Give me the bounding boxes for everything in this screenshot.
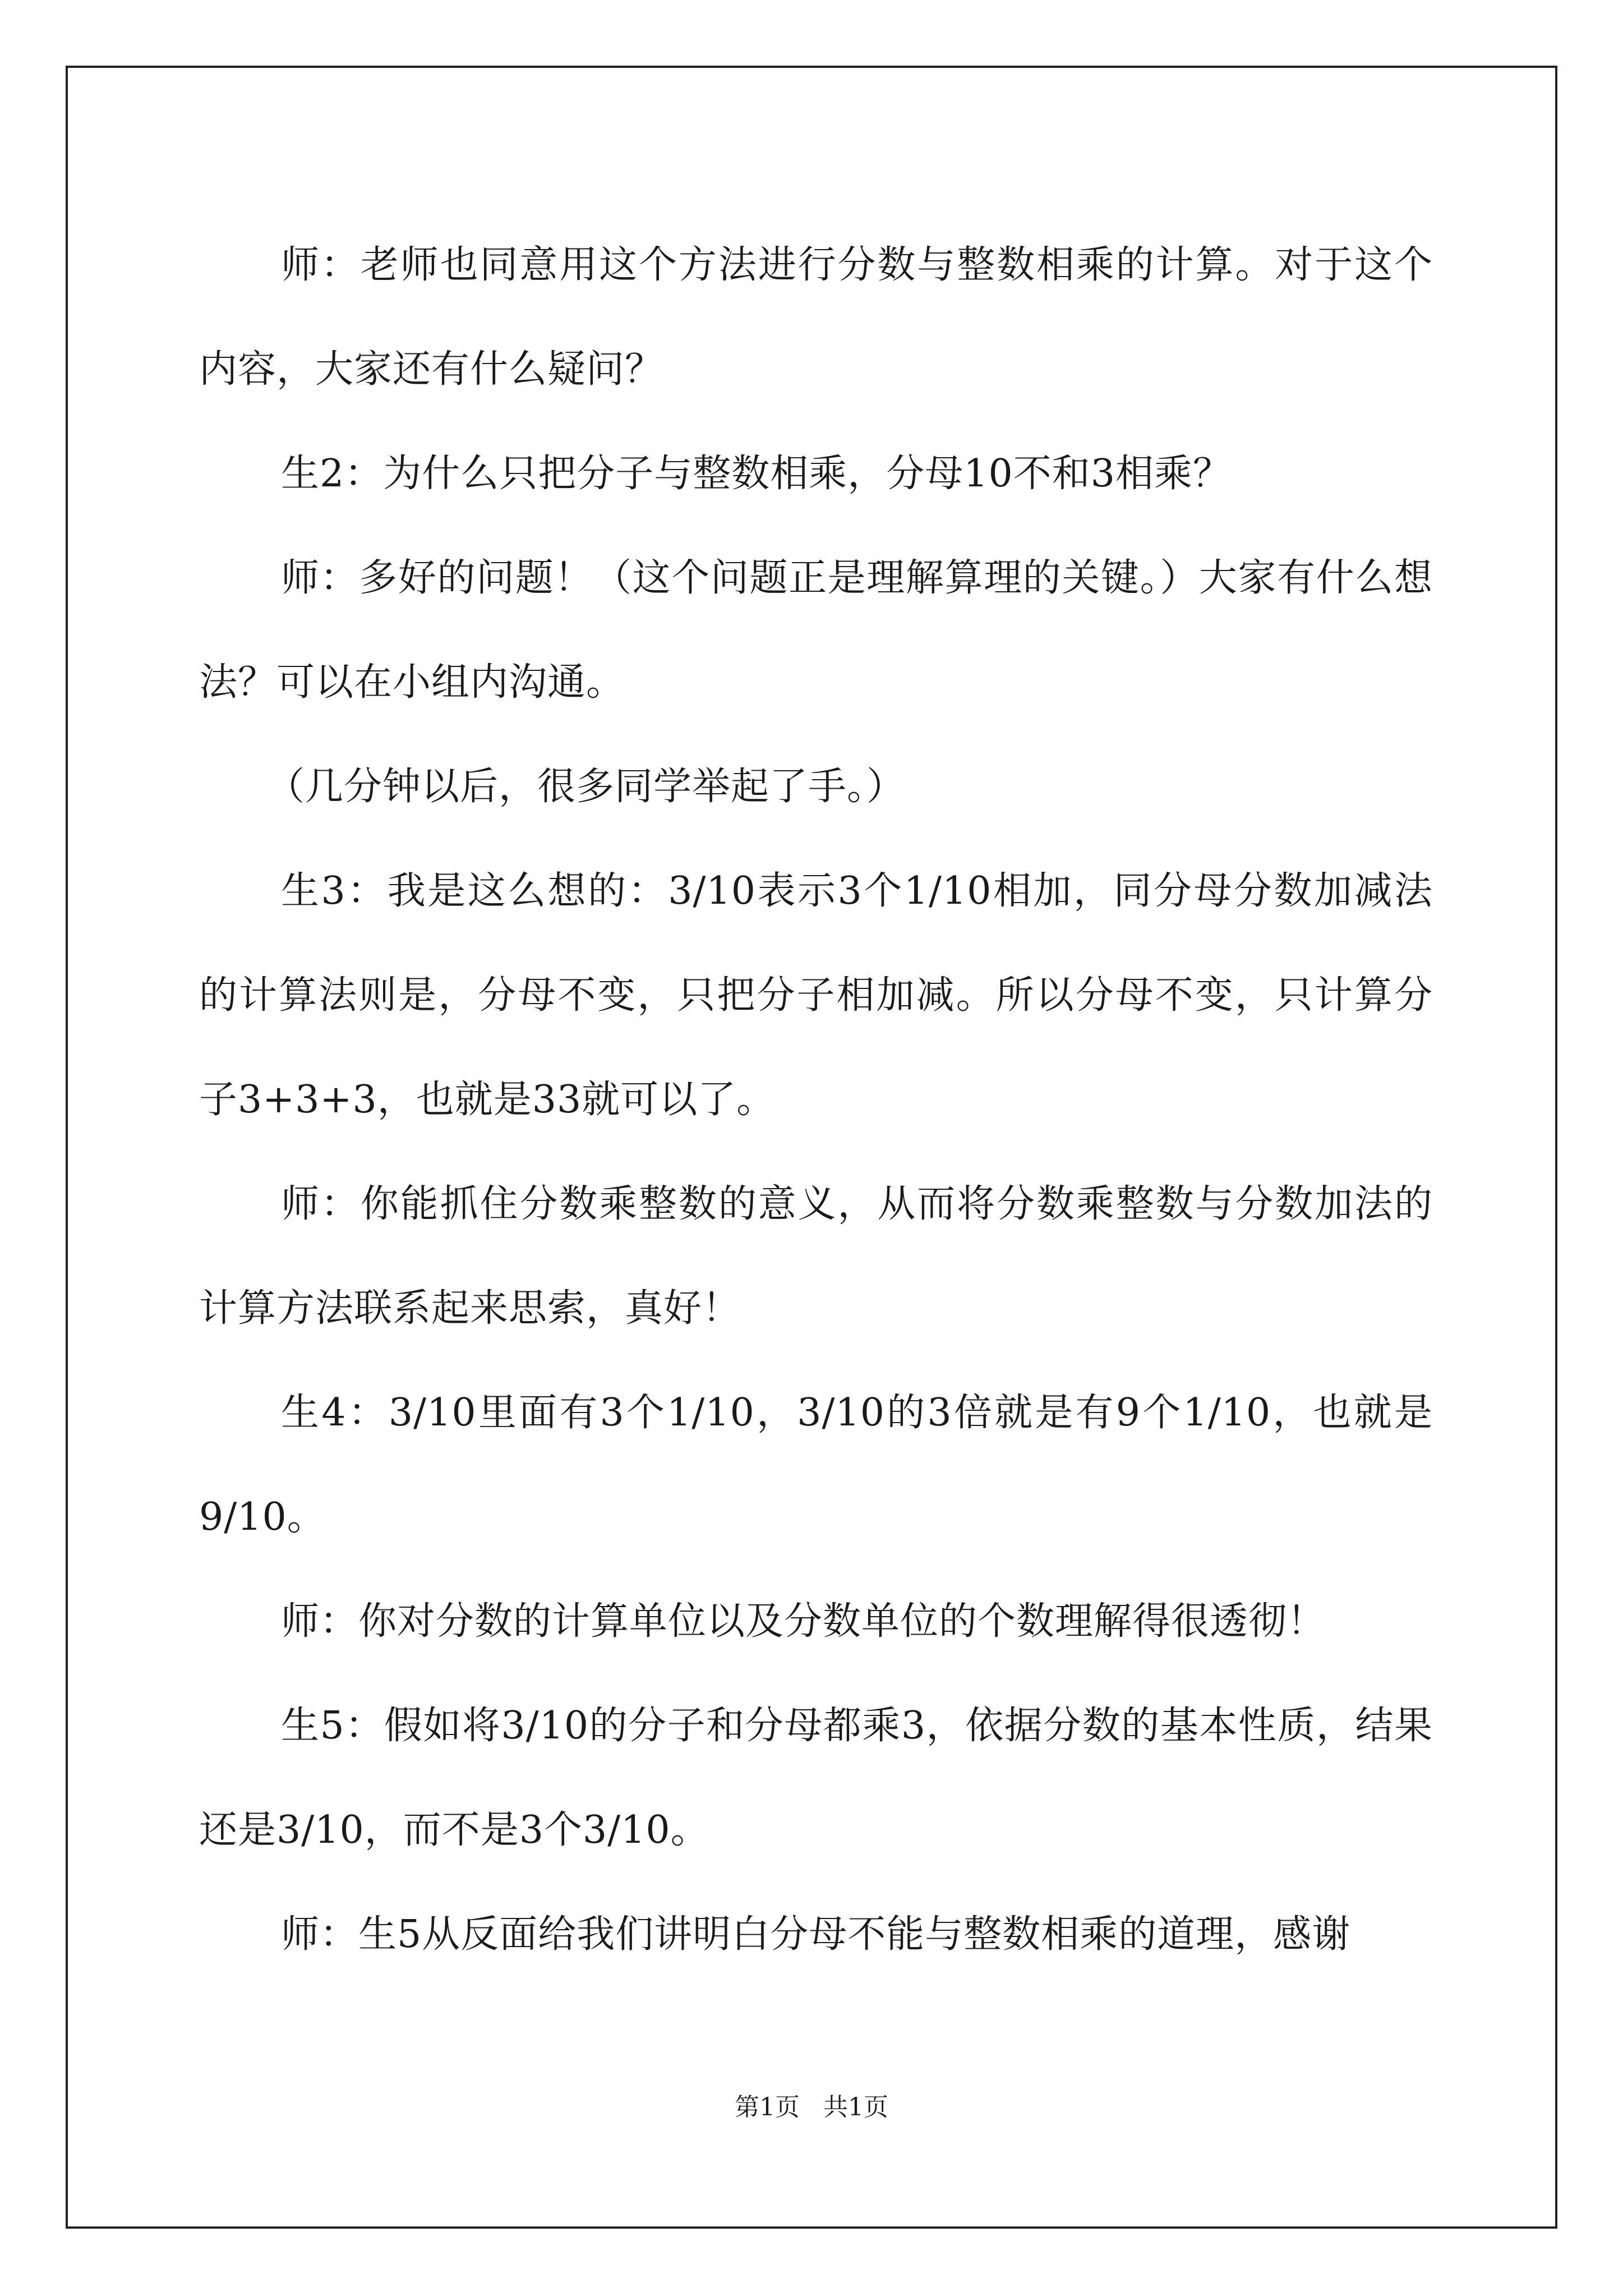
paragraph: 生4：3/10里面有3个1/10，3/10的3倍就是有9个1/10，也就是9/10。 [199,1391,1433,1539]
paragraph: 生2：为什么只把分子与整数相乘，分母10不和3相乘？ [281,452,1232,496]
paragraph: 师：生5从反面给我们讲明白分母不能与整数相乘的道理，感谢 [281,1912,1351,1957]
page-number-current: 第1页 [735,2093,800,2122]
paragraph: 生3：我是这么想的：3/10表示3个1/10相加，同分母分数加减法的计算法则是，分母不变，只把分子相加减。所以分母不变，只计算分子3+3+3，也就是33就可以了。 [199,869,1433,1122]
paragraph: 师：老师也同意用这个方法进行分数与整数相乘的计算。对于这个内容，大家还有什么疑问？ [199,243,1433,392]
paragraph: 师：你能抓住分数乘整数的意义，从而将分数乘整数与分数加法的计算方法联系起来思索，真好！ [199,1182,1433,1331]
paragraph: （几分钟以后，很多同学举起了手。） [266,765,906,809]
paragraph: 师：你对分数的计算单位以及分数单位的个数理解得很透彻！ [281,1599,1326,1644]
paragraph: 生5：假如将3/10的分子和分母都乘3，依据分数的基本性质，结果还是3/10，而不是3个3/10。 [199,1704,1433,1852]
document-body [199,213,1433,1987]
page-footer [0,2087,1623,2123]
paragraph: 师：多好的问题！（这个问题正是理解算理的关键。）大家有什么想法？可以在小组内沟通。 [199,556,1433,705]
page-number-total: 共1页 [823,2093,888,2122]
